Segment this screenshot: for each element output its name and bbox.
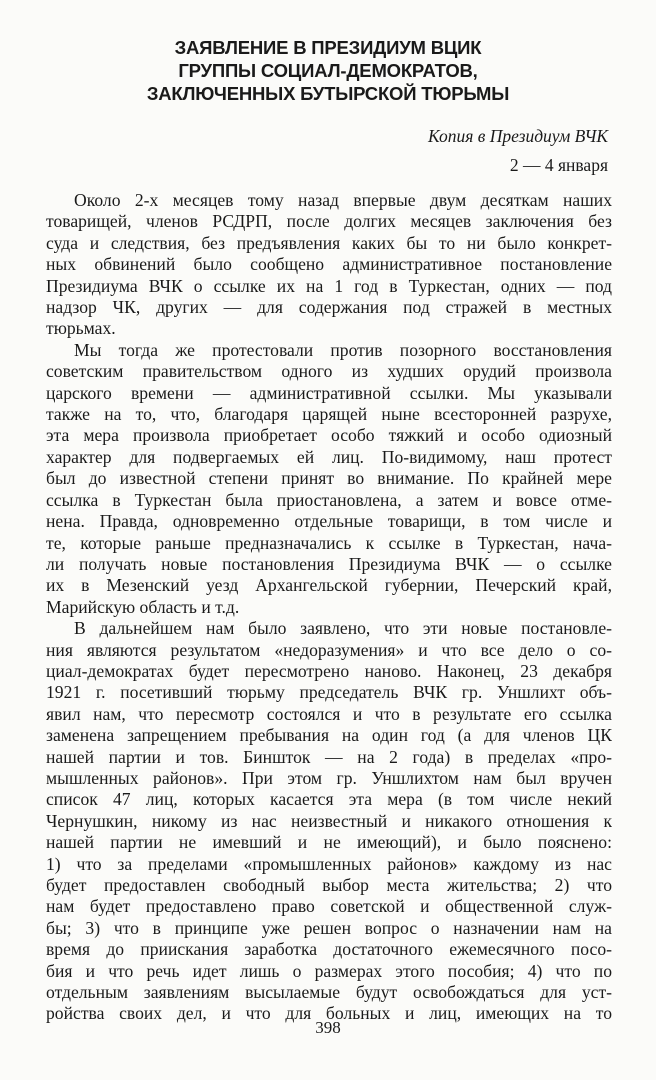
text-line: характер для подвергаемых ей лиц. По-видимому, наш протест [46, 446, 612, 467]
text-line: бы; 3) что в принципе уже решен вопрос о назначении нам на [46, 917, 612, 938]
text-line: В дальнейшем нам было заявлено, что эти новые постановле- [74, 618, 612, 639]
text-line: эта мера произвола приобретает особо тяжкий и особо одиозный [46, 425, 612, 446]
text-line: тюрьмах. [46, 318, 116, 339]
body-text [46, 190, 612, 1025]
text-line: был до известной степени принят во внимание. По крайней мере [46, 468, 612, 489]
text-line: суда и следствия, без предъявления каких бы то ни было конкрет- [46, 232, 612, 253]
text-line: их в Мезенский уезд Архангельской губернии, Печерский край, [46, 575, 612, 596]
text-line: ссылка в Туркестан была приостановлена, а затем и вовсе отме- [46, 489, 612, 510]
text-line: Марийскую область и т.д. [46, 596, 240, 617]
title-line: ГРУППЫ СОЦИАЛ-ДЕМОКРАТОВ, [178, 60, 478, 81]
text-line: нам будет предоставлено право советской и общественной служ- [46, 896, 612, 917]
text-line: мышленных районов». При этом гр. Уншлихтом нам был вручен [46, 767, 612, 788]
text-line: Чернушкин, никому из нас неизвестный и никакого отношения к [46, 810, 612, 831]
document-title [60, 36, 596, 105]
text-line: также на то, что, благодаря царящей ныне всесторонней разрухе, [46, 404, 612, 425]
text-line: ных обвинений было сообщено административное постановление [46, 254, 612, 275]
text-line: бия и что речь идет лишь о размерах этого пособия; 4) что по [46, 960, 612, 981]
document-date: 2 — 4 января [509, 155, 608, 175]
text-line: список 47 лиц, которых касается эта мера (в том числе некий [46, 789, 612, 810]
text-line: нашей партии и тов. Биншток — на 2 года) в пределах «про- [46, 746, 612, 767]
page-number: 398 [315, 1018, 341, 1037]
text-line: 1) что за пределами «промышленных районов» каждому из нас [46, 853, 612, 874]
title-line: ЗАЯВЛЕНИЕ В ПРЕЗИДИУМ ВЦИК [174, 37, 482, 58]
text-line: заменена запрещением пребывания на один год (а для членов ЦК [46, 725, 612, 746]
copy-note: Копия в Президиум ВЧК [428, 126, 608, 146]
text-line: ройства своих дел, и что для больных и лиц, имеющих на то [46, 1003, 612, 1024]
text-line: нена. Правда, одновременно отдельные товарищи, в том числе и [46, 511, 612, 532]
text-line: отдельным заявлениям высылаемые будут освобождаться для уст- [46, 982, 612, 1003]
text-line: Президиума ВЧК о ссылке их на 1 год в Туркестан, одних — под [46, 275, 612, 296]
text-line: циал-демократах будет пересмотрено наново. Наконец, 23 декабря [46, 660, 612, 681]
text-line: советским правительством одного из худших орудий произвола [46, 361, 612, 382]
text-line: Мы тогда же протестовали против позорного восстановления [74, 339, 612, 360]
text-line: те, которые раньше предназначались к ссылке в Туркестан, нача- [46, 532, 612, 553]
text-line: время до приискания заработка достаточного ежемесячного посо- [46, 939, 612, 960]
text-line: ния являются результатом «недоразумения» и что все дело о со- [46, 639, 612, 660]
text-line: нашей партии не имевший и не имеющий), и было пояснено: [46, 832, 612, 853]
text-line: явил нам, что пересмотр состоялся и что в результате его ссылка [46, 703, 612, 724]
text-line: 1921 г. посетивший тюрьму председатель ВЧК гр. Уншлихт объ- [46, 682, 612, 703]
text-line: будет предоставлен свободный выбор места жительства; 2) что [46, 875, 612, 895]
title-line: ЗАКЛЮЧЕННЫХ БУТЫРСКОЙ ТЮРЬМЫ [146, 83, 510, 104]
text-line: надзор ЧК, других — для содержания под стражей в местных [46, 297, 612, 318]
text-line: ли получать новые постановления Президиума ВЧК — о ссылке [46, 553, 612, 574]
text-line: царского времени — административной ссылки. Мы указывали [46, 382, 612, 403]
text-line: Около 2-х месяцев тому назад впервые двум десяткам наших [74, 190, 612, 210]
text-line: товарищей, членов РСДРП, после долгих месяцев заключения без [46, 211, 612, 232]
